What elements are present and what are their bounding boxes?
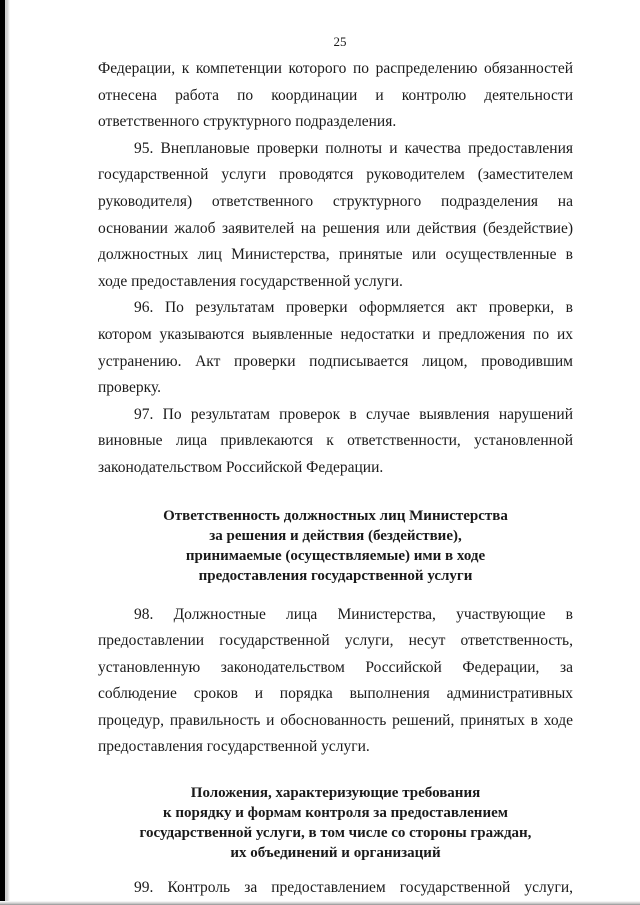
heading-line: Положения, характеризующие требования [190, 785, 481, 802]
section-heading-responsibility [98, 506, 573, 586]
heading-line: государственной услуги, в том числе со стороны граждан, [139, 825, 532, 842]
heading-line: за решения и действия (бездействие), [209, 527, 462, 544]
document-body [98, 56, 573, 902]
paragraph-98: 98. Должностные лица Министерства, участвующие в предоставлении государственной услуги, несут ответственность, установленную законодательством Российской Федерации, за соблюдение сроков и порядка выполнения административных процедур, правильность и обоснованность решений, принятых в ходе предоставления государственной услуги. [98, 605, 573, 756]
heading-line: принимаемые (осуществляемые) ими в ходе [185, 547, 486, 564]
paragraph-97: 97. По результатам проверок в случае выявления нарушений виновные лица привлекаются к ответственности, установленной законодательством Российской Федерации. [98, 405, 573, 476]
page-number: 25 [333, 34, 347, 49]
paragraph-99: 99. Контроль за предоставлением государственной услуги, [134, 879, 573, 897]
paragraph-continuation: Федерации, к компетенции которого по распределению обязанностей отнесена работа по координации и контролю деятельности ответственного структурного подразделения. [98, 60, 573, 131]
paragraph-96: 96. По результатам проверки оформляется акт проверки, в котором указываются выявленные недостатки и предложения по их устранению. Акт проверки подписывается лицом, проводившим проверку. [98, 299, 573, 397]
heading-line: к порядку и формам контроля за предоставлением [163, 805, 508, 822]
heading-line: их объединений и организаций [230, 845, 441, 862]
paragraph-95: 95. Внеплановые проверки полноты и качества предоставления государственной услуги проводятся руководителем (заместителем руководителя) ответственного структурного подразделения на основании жалоб заявителей на решения или действия (бездействие) должностных лиц Министерства, принятые или осуществленные в ходе предоставления государственной услуги. [98, 139, 573, 290]
scan-left-edge [0, 0, 10, 905]
heading-line: Ответственность должностных лиц Министерства [163, 507, 508, 524]
heading-line: предоставления государственной услуги [198, 567, 473, 584]
section-heading-control-requirements [98, 783, 573, 863]
